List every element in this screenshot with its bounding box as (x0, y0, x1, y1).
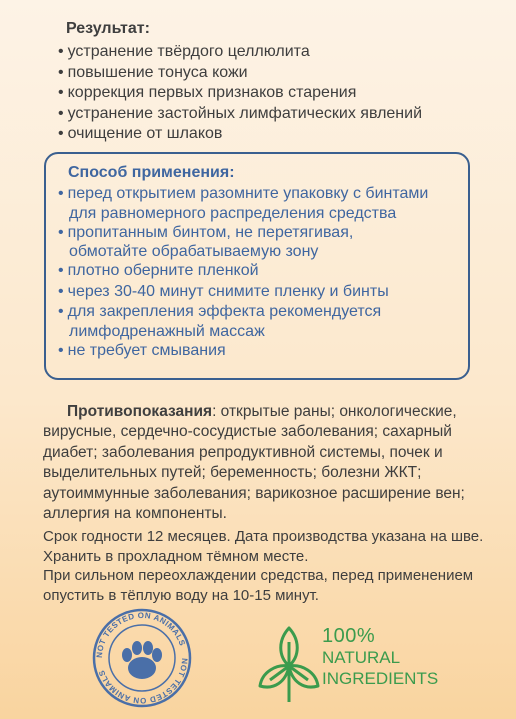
contraindications-label: Противопоказания (67, 403, 213, 420)
contraindications-text: : открытые раны; онкологические, (212, 403, 457, 420)
result-title: Результат: (66, 20, 150, 37)
contraindications-line: аутоиммунные заболевания; варикозное расширение вен; (43, 484, 465, 502)
storage-line: При сильном переохлаждении средства, перед применением (43, 567, 474, 584)
result-list (58, 42, 516, 145)
contraindications-line: диабет; заболевания репродуктивной системы, почек и (43, 443, 443, 461)
list-item: • пропитанным бинтом, не перетягивая, (58, 223, 468, 244)
not-tested-on-animals-badge (92, 608, 192, 708)
list-item: • через 30-40 минут снимите пленку и бинты (58, 282, 468, 303)
contraindications-section (43, 402, 483, 524)
usage-list (58, 184, 468, 361)
natural-percent: 100% (322, 625, 376, 647)
storage-line: опустить в тёплую воду на 10-15 минут. (43, 586, 319, 604)
leaf-icon (256, 622, 322, 704)
storage-line: Хранить в прохладном тёмном месте. (43, 547, 309, 565)
contraindications-line: выделительных путей; беременность; болезни ЖКТ; (43, 464, 422, 482)
contraindications-line: вирусные, сердечно-сосудистые заболевания; сахарный (43, 423, 452, 441)
storage-section (43, 527, 493, 605)
list-item: • перед открытием разомните упаковку с бинтами (58, 184, 468, 205)
natural-line2: INGREDIENTS (322, 669, 439, 688)
list-item-continuation: для равномерного распределения средства (69, 204, 397, 222)
list-item: • устранение застойных лимфатических явлений (58, 104, 516, 125)
list-item-continuation: лимфодренажный массаж (69, 322, 265, 340)
contraindications-first-line (43, 402, 483, 422)
badge-text: NOT TESTED ON ANIMALS (94, 610, 187, 659)
list-item-continuation: обмотайте обрабатываемую зону (69, 243, 319, 260)
paw-icon (92, 608, 192, 708)
list-item: • не требует смывания (58, 341, 468, 362)
list-item: • для закрепления эффекта рекомендуется (58, 302, 468, 323)
usage-title: Способ применения: (68, 164, 235, 181)
result-section (58, 20, 516, 145)
storage-line: Срок годности 12 месяцев. Дата производства указана на шве. (43, 528, 484, 545)
badge-text: NOT TESTED ON ANIMALS (97, 657, 190, 706)
list-item: • плотно оберните пленкой (58, 261, 468, 282)
contraindications-line: аллергия на компоненты. (43, 505, 227, 523)
list-item: • очищение от шлаков (58, 124, 516, 145)
natural-ingredients-label (322, 626, 438, 689)
natural-line1: NATURAL (322, 648, 401, 667)
list-item: • повышение тонуса кожи (58, 63, 516, 84)
list-item: • устранение твёрдого целлюлита (58, 42, 516, 63)
list-item: • коррекция первых признаков старения (58, 83, 516, 104)
usage-box (44, 152, 470, 380)
